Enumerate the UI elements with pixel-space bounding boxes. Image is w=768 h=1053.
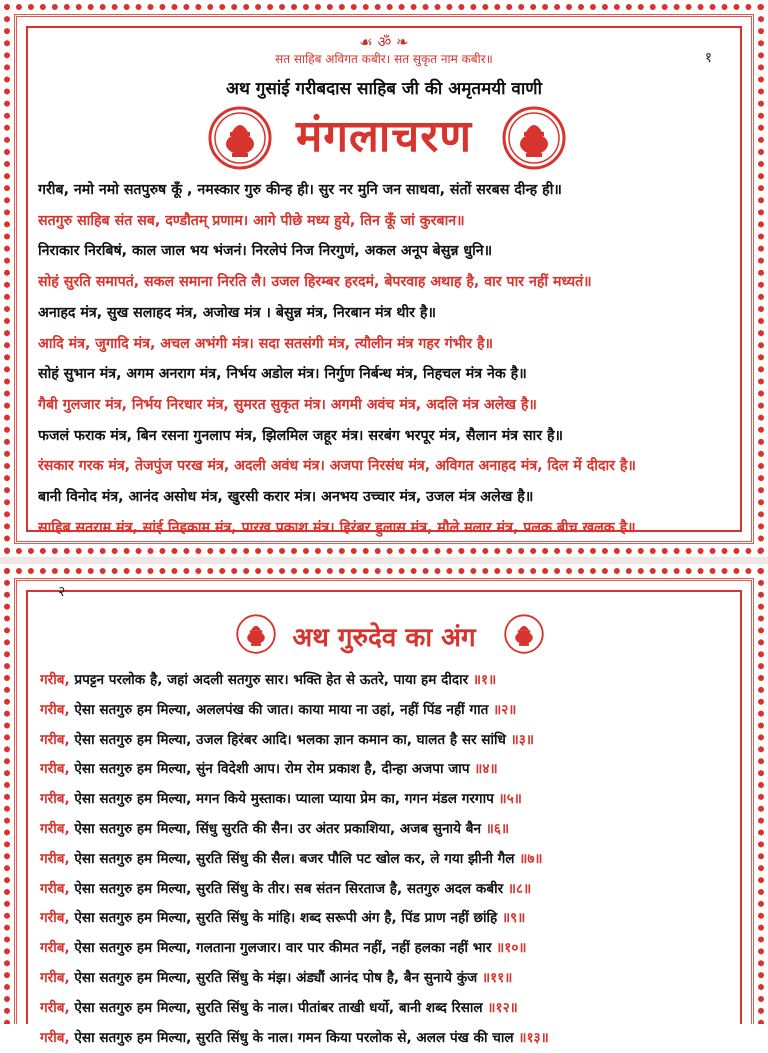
verse-row bbox=[40, 964, 740, 994]
verse-number: ॥८॥ bbox=[507, 880, 532, 897]
verse-line: सोहं सुरति समापतं, सकल समाना निरति लै। उजल हिरम्बर हरदमं, बेपरवाह अथाह है, वार पार नहीं मध्यतं॥ bbox=[38, 274, 592, 291]
verse-row bbox=[40, 726, 740, 756]
kalash-emblem-icon bbox=[502, 106, 566, 170]
verse-row bbox=[40, 696, 740, 726]
page-number: १ bbox=[704, 50, 712, 66]
invocation-line: सत साहिब अविगत कबीर। सत सुकृत नाम कबीर॥ bbox=[275, 52, 493, 66]
verse-number: ॥९॥ bbox=[502, 910, 526, 927]
verse-line: गरीब, नमो नमो सतपुरुष कूँ , नमस्कार गुरु कीन्ह ही। सुर नर मुनि जन साधवा, संतों सरबस दीन्ह ही॥ bbox=[38, 182, 562, 198]
verse-text: ऐसा सतगुरु हम मिल्या, मगन किये मुस्ताक। प्याला प्याया प्रेम का, गगन मंडल गरगाप bbox=[74, 791, 494, 808]
verse-lead: गरीब, bbox=[40, 820, 70, 837]
verse-text: ऐसा सतगुरु हम मिल्या, सुरति सिंधु के तीर। सब संतन सिरताज है, सतगुरु अदल कबीर bbox=[74, 880, 504, 897]
verse-text: ऐसा सतगुरु हम मिल्या, सुरति सिंधु के मांहि। शब्द सरूपी अंग है, पिंड प्राण नहीं छांहि bbox=[74, 910, 498, 927]
verse-row bbox=[40, 1024, 740, 1053]
kalash-emblem-icon bbox=[504, 614, 544, 654]
verse-row bbox=[40, 666, 740, 696]
verse-number: ॥३॥ bbox=[510, 731, 534, 748]
verse-lead: गरीब, bbox=[40, 940, 70, 957]
page-number: २ bbox=[58, 584, 66, 600]
verse-text: ऐसा सतगुरु हम मिल्या, उजल हिरंबर आदि। भलका ज्ञान कमान का, घालत है सर सांधि bbox=[74, 731, 506, 748]
verse-lead: गरीब, bbox=[40, 731, 70, 748]
verse-text: ऐसा सतगुरु हम मिल्या, सुरति सिंधु के नाल। गमन किया परलोक से, अलल पंख की चाल bbox=[74, 1029, 514, 1046]
verse-lead: गरीब, bbox=[40, 880, 70, 897]
verse-number: ॥५॥ bbox=[498, 791, 522, 808]
verse-row bbox=[40, 904, 740, 934]
verse-text: ऐसा सतगुरु हम मिल्या, सुंन विदेशी आप। रोम रोम प्रकाश है, दीन्हा अजपा जाप bbox=[74, 761, 470, 778]
verse-lead: गरीब, bbox=[40, 1029, 70, 1046]
page-subtitle: अथ गुसांई गरीबदास साहिब जी की अमृतमयी वाणी bbox=[226, 79, 542, 99]
verse-row bbox=[40, 815, 740, 845]
verse-text: ऐसा सतगुरु हम मिल्या, सुरति सिंधु के मंझ। अंड्यौं आनंद पोष है, बैन सुनाये कुंज bbox=[74, 969, 478, 986]
verse-row bbox=[40, 755, 740, 785]
verse-text: प्रपट्टन परलोक है, जहां अदली सतगुरु सार। भक्ति हेत से ऊतरे, पाया हम दीदार bbox=[74, 672, 469, 688]
verse-row bbox=[40, 785, 740, 815]
verse-number: ॥६॥ bbox=[485, 820, 510, 837]
verse-line: अनाहद मंत्र, सुख सलाहद मंत्र, अजोख मंत्र । बेसुन्न मंत्र, निरबान मंत्र थीर है॥ bbox=[38, 304, 436, 321]
verse-lead: गरीब, bbox=[40, 791, 70, 808]
verse-line: सतगुरु साहिब संत सब, दण्डौतम् प्रणाम। आगे पीछे मध्य हुये, तिन कूँ जां कुरबान॥ bbox=[38, 212, 465, 229]
verse-text: ऐसा सतगुरु हम मिल्या, अललपंख की जात। काया माया ना उहां, नहीं पिंड नहीं गात bbox=[74, 701, 489, 718]
verse-lead: गरीब, bbox=[40, 910, 70, 927]
verse-line: फजलं फराक मंत्र, बिन रसना गुनलाप मंत्र, झिलमिल जहूर मंत्र। सरबंग भरपूर मंत्र, सैलान मंत्र सार है॥ bbox=[38, 427, 563, 444]
verse-lead: गरीब, bbox=[40, 761, 70, 778]
verse-line: आदि मंत्र, जुगादि मंत्र, अचल अभंगी मंत्र। सदा सतसंगी मंत्र, त्यौलीन मंत्र गहर गंभीर है॥ bbox=[38, 335, 494, 352]
verse-line: गैबी गुलजार मंत्र, निर्भय निरधार मंत्र, सुमरत सुकृत मंत्र। अगमी अवंच मंत्र, अदलि मंत्र अलेख है॥ bbox=[38, 396, 537, 413]
verse-row bbox=[40, 875, 740, 905]
verse-text: ऐसा सतगुरु हम मिल्या, सुरति सिंधु की सैल। बजर पौलि पट खोल कर, ले गया झीनी गैल bbox=[74, 850, 515, 867]
verse-line: निराकार निरबिषं, काल जाल भय भंजनं। निरलेपं निज निरगुणं, अकल अनूप बेसुन्न धुनि॥ bbox=[38, 243, 493, 260]
mangalacharan-text bbox=[38, 175, 738, 543]
verse-number: ॥१३॥ bbox=[518, 1029, 549, 1046]
verse-line: रंसकार गरक मंत्र, तेजपुंज परख मंत्र, अदली अवंध मंत्र। अजपा निरसंध मंत्र, अविगत अनाहद मंत्र, दिल में दीदार है॥ bbox=[38, 458, 636, 475]
verse-row bbox=[40, 845, 740, 875]
verse-row bbox=[40, 934, 740, 964]
verse-number: ॥२॥ bbox=[493, 701, 517, 718]
verse-text: ऐसा सतगुरु हम मिल्या, सुरति सिंधु के नाल। पीतांबर ताखी धर्यो, बानी शब्द रिसाल bbox=[74, 999, 483, 1016]
verse-number: ॥१॥ bbox=[472, 672, 497, 688]
verse-number: ॥४॥ bbox=[474, 761, 498, 778]
verse-text: ऐसा सतगुरु हम मिल्या, गलताना गुलजार। वार पार कीमत नहीं, नहीं हलका नहीं भार bbox=[74, 940, 492, 957]
verse-lead: गरीब, bbox=[40, 701, 70, 718]
verse-row bbox=[40, 994, 740, 1024]
verse-lead: गरीब, bbox=[40, 999, 70, 1016]
verse-lead: गरीब, bbox=[40, 850, 70, 867]
verse-line: सोहं सुभान मंत्र, अगम अनराग मंत्र, निर्भय अडोल मंत्र। निर्गुण निर्बन्ध मंत्र, निहचल मंत्र नेक है॥ bbox=[38, 366, 527, 383]
om-icon: ☙ ॐ ❧ bbox=[359, 33, 409, 51]
verse-number: ॥७॥ bbox=[519, 850, 543, 867]
verse-lead: गरीब, bbox=[40, 672, 70, 688]
verse-number: ॥१०॥ bbox=[496, 940, 527, 957]
verse-line: साहिब सतराम मंत्र, सांई निहकाम मंत्र, पारख प्रकाश मंत्र। हिरंबर हुलास मंत्र, मौले मलार मंत्र, पलक बीच खलक है॥ bbox=[38, 519, 636, 536]
verse-text: ऐसा सतगुरु हम मिल्या, सिंधु सुरति की सैन। उर अंतर प्रकाशिया, अजब सुनाये बैन bbox=[74, 820, 482, 837]
verse-number: ॥११॥ bbox=[482, 969, 513, 986]
section-title: अथ गुरुदेव का अंग bbox=[292, 623, 476, 653]
verse-line: बानी विनोद मंत्र, आनंद असोध मंत्र, खुरसी करार मंत्र। अनभय उच्चार मंत्र, उजल मंत्र अलेख है॥ bbox=[38, 489, 534, 506]
verse-number: ॥१२॥ bbox=[487, 999, 518, 1016]
gurudev-verses bbox=[40, 666, 740, 1053]
verse-lead: गरीब, bbox=[40, 969, 70, 986]
page-title: मंगलाचरण bbox=[295, 111, 473, 162]
